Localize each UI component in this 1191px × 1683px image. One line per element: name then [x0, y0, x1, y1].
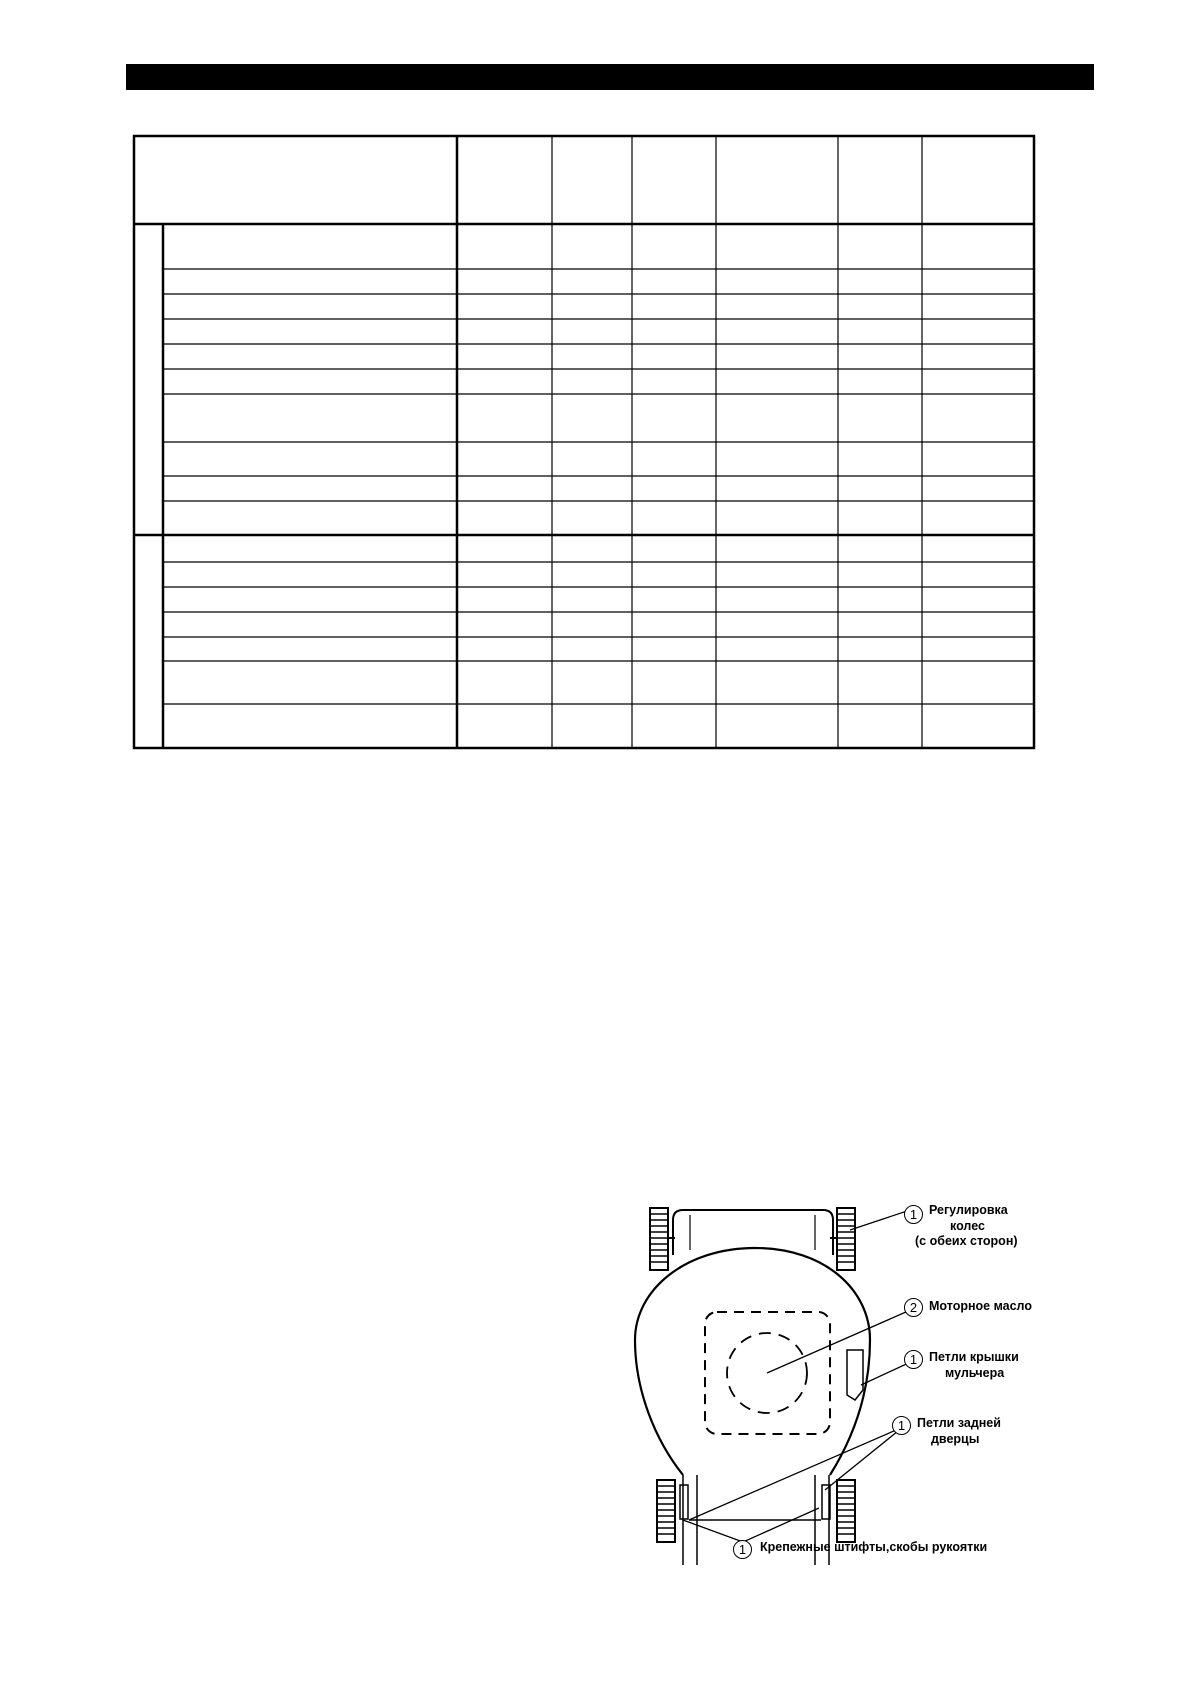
callout-mulcher-hinge-line1: Петли крышки: [929, 1350, 1019, 1364]
mulcher-hinge: [847, 1350, 863, 1400]
callout-marker: 2: [904, 1298, 923, 1317]
callout-marker: 1: [733, 1540, 752, 1559]
callout-marker: 1: [904, 1350, 923, 1369]
rear-left-wheel: [657, 1480, 675, 1542]
front-right-wheel: [837, 1208, 855, 1270]
callout-wheel-adjust-line1: Регулировка: [929, 1203, 1008, 1217]
callout-rear-door-line2: дверцы: [931, 1432, 980, 1446]
group-2-row-lines: [163, 562, 1034, 704]
callout-handle-pins: Крепежные штифты,скобы рукоятки: [760, 1540, 988, 1554]
maintenance-table: [0, 0, 1191, 760]
callout-marker: 1: [892, 1416, 911, 1435]
deck-outline: [635, 1248, 870, 1475]
callout-wheel-adjust-line3: (с обеих сторон): [915, 1234, 1018, 1248]
callout-rear-door-line1: Петли задней: [917, 1416, 1001, 1430]
callout-wheel-adjust-line2: колес: [950, 1219, 985, 1233]
group-1-row-lines: [163, 269, 1034, 501]
callout-engine-oil: Моторное масло: [929, 1299, 1032, 1313]
front-left-wheel: [650, 1208, 668, 1270]
rear-right-wheel: [837, 1480, 855, 1542]
callout-marker: 1: [904, 1205, 923, 1224]
mower-underside-figure: [615, 1190, 1055, 1585]
callout-mulcher-hinge-line2: мульчера: [945, 1366, 1005, 1380]
